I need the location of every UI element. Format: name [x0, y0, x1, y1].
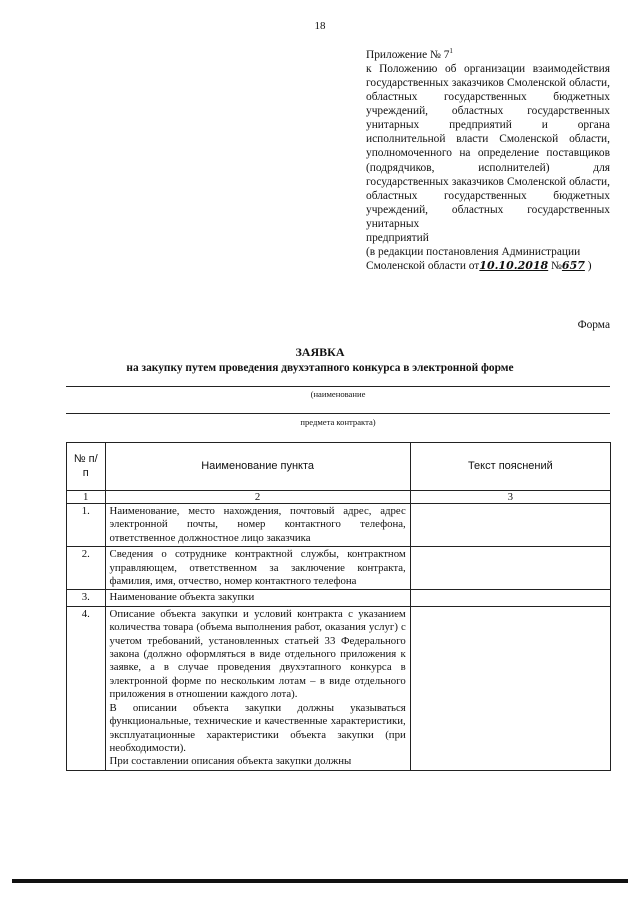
table-row — [67, 590, 611, 606]
fill-line-2 — [66, 413, 610, 414]
caption-subject: предмета контракта) — [300, 417, 376, 427]
fill-line-1 — [66, 386, 610, 387]
row-text[interactable] — [410, 547, 610, 590]
appendix-body-last: предприятий — [366, 232, 429, 245]
row-name-desc — [105, 606, 410, 770]
row-text[interactable] — [410, 606, 610, 770]
document-subheading: на закупку путем проведения двухэтапного конкурса в электронной форме — [126, 362, 514, 374]
table-row — [67, 606, 611, 770]
table-index-row — [67, 491, 611, 504]
row-text[interactable] — [410, 590, 610, 606]
header-num: № п/п — [67, 443, 106, 491]
row-name: Наименование, место нахождения, почтовый адрес, адрес электронной почты, номер контактного телефона, ответственное должностное лицо заказчика — [105, 504, 410, 547]
row-name: Сведения о сотруднике контрактной службы, контрактном управляющем, ответственном за заключение контракта, фамилия, имя, отчество, номер контактного телефона — [105, 547, 410, 590]
document-heading: ЗАЯВКА — [295, 345, 345, 359]
appendix-body: к Положению об организации взаимодействия государственных заказчиков Смоленской области, областных государственных бюджетных учреждений, областных государственных унитарных предприятий и органа исполнительной власти Смоленской области, уполномоченного на определение поставщиков (подрядчиков, исполнителей) для государственных заказчиков Смоленской области, областных государственных бюджетных учреждений, областных государственных унитарных — [366, 62, 610, 230]
row-num: 1. — [67, 504, 106, 547]
row-num: 2. — [67, 547, 106, 590]
table-header-row — [67, 443, 611, 491]
table-row — [67, 504, 611, 547]
row-desc-p3: При составлении описания объекта закупки должны — [109, 755, 352, 768]
row-num: 4. — [67, 606, 106, 770]
row-desc-p1: Описание объекта закупки и условий контракта с указанием количества товара (объема выполнения работ, оказания услуг) с учетом требований, установленных статьей 33 Федерального закона (должно оформляться в виде отдельного приложения к заявке, а в случае проведения двухэтапного конкурса в электронной форме по нескольким лотам – в виде отдельного приложения в отношении каждого лота). — [109, 607, 406, 701]
caption-name: (наименование — [310, 389, 366, 399]
row-desc-p2: В описании объекта закупки должны указываться функциональные, технические и качественные характеристики, эксплуатационные характеристики объекта закупки (при необходимости). — [109, 701, 406, 754]
appendix-edition-note: (в редакции постановления Администрации Смоленской области от10.10.2018 №657 ) — [366, 246, 592, 273]
row-name: Наименование объекта закупки — [105, 590, 410, 606]
row-text[interactable] — [410, 504, 610, 547]
handwritten-number: 657 — [561, 259, 585, 273]
appendix-title-sup: 1 — [449, 47, 453, 55]
table-row — [67, 547, 611, 590]
header-explanation: Текст пояснений — [410, 443, 610, 491]
handwritten-date: 10.10.2018 — [479, 259, 549, 273]
appendix-title: Приложение № $7^1$ — [366, 47, 453, 61]
form-label: Форма — [577, 319, 610, 331]
header-item-name: Наименование пункта — [105, 443, 410, 491]
row-num: 3. — [67, 590, 106, 606]
index-cell: 3 — [410, 491, 610, 504]
index-cell: 1 — [67, 491, 106, 504]
index-cell: 2 — [105, 491, 410, 504]
bottom-rule — [12, 879, 628, 883]
appendix-block — [366, 44, 610, 273]
items-table — [66, 442, 611, 771]
page-number: 18 — [314, 20, 326, 32]
